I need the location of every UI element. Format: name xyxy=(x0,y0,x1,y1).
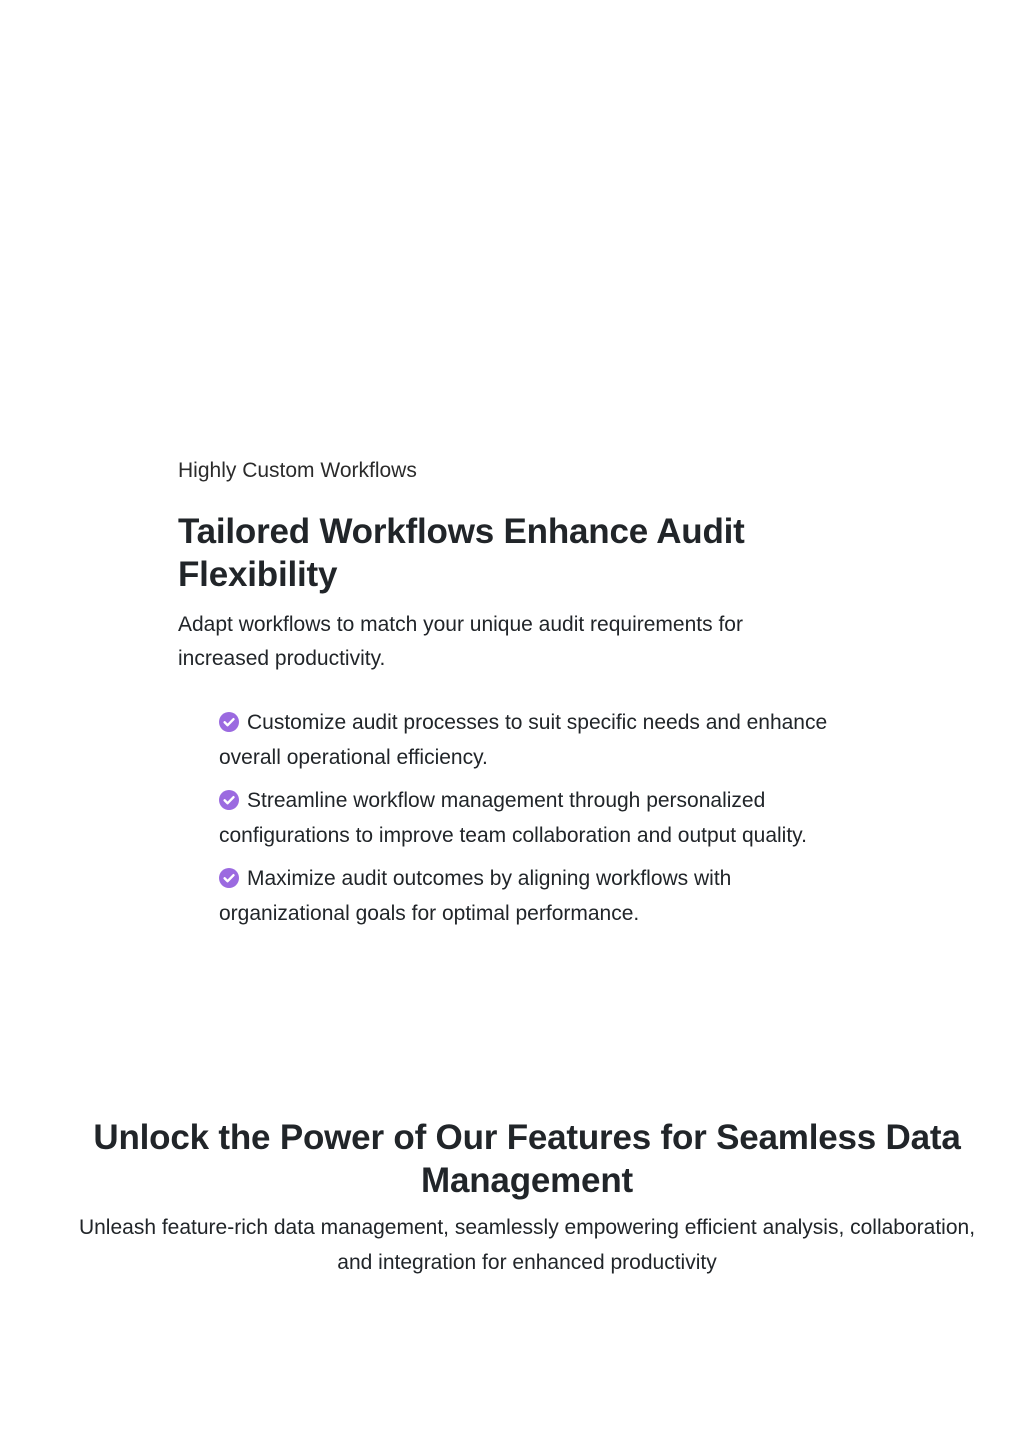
feature-description: Adapt workflows to match your unique audit requirements for increased productivity. xyxy=(178,613,743,670)
section-eyebrow: Highly Custom Workflows xyxy=(178,459,417,482)
check-circle-icon xyxy=(219,790,239,810)
feature-bullet-item xyxy=(219,862,844,931)
feature-bullet-text: Maximize audit outcomes by aligning workflows with organizational goals for optimal performance. xyxy=(219,867,732,925)
feature-bullet-text: Streamline workflow management through personalized configurations to improve team collaboration and output quality. xyxy=(219,789,807,847)
feature-bullet-text: Customize audit processes to suit specific needs and enhance overall operational efficiency. xyxy=(219,711,828,769)
feature-bullet-item xyxy=(219,784,844,853)
unlock-features-title: Unlock the Power of Our Features for Seamless Data Management xyxy=(93,1118,961,1200)
feature-bullet-list xyxy=(219,706,844,931)
feature-bullet-item xyxy=(219,706,844,775)
check-circle-icon xyxy=(219,868,239,888)
check-circle-icon xyxy=(219,712,239,732)
unlock-features-description: Unleash feature-rich data management, seamlessly empowering efficient analysis, collaboration, and integration for enhanced productivity xyxy=(78,1216,976,1274)
feature-title: Tailored Workflows Enhance Audit Flexibility xyxy=(178,512,745,594)
unlock-features-section xyxy=(60,1116,994,1280)
feature-section xyxy=(178,456,858,940)
